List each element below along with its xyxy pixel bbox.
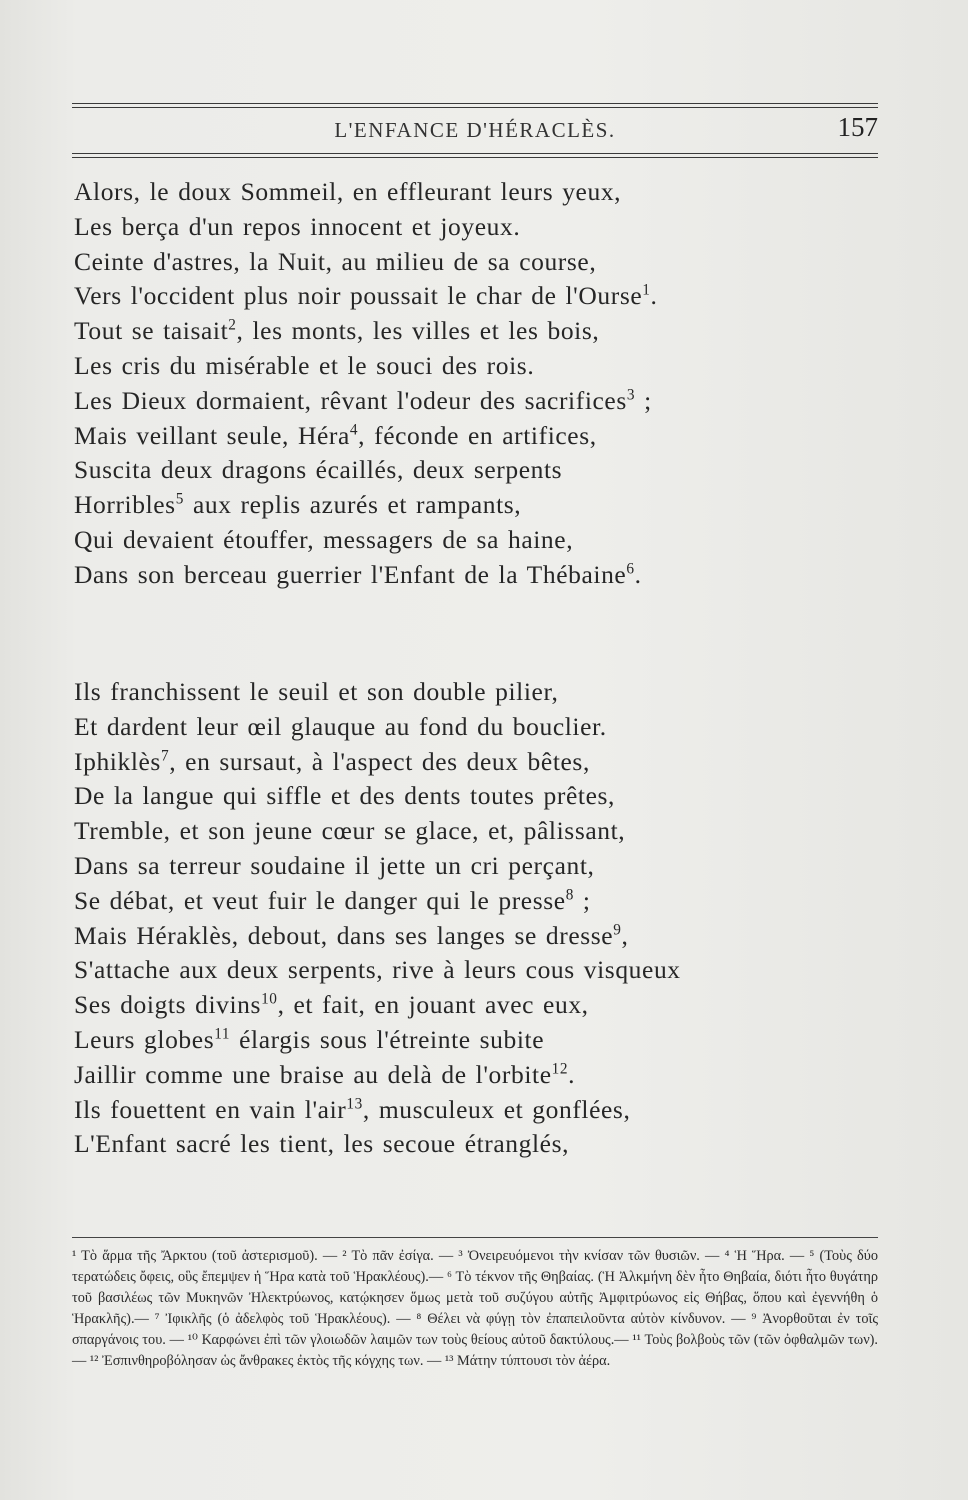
footnote-marker: 2 xyxy=(228,316,237,334)
verse-line xyxy=(74,210,874,245)
verse-text-continued: . xyxy=(634,559,642,589)
footnote-marker: 13 xyxy=(346,1095,363,1113)
verse-text: Jaillir comme une braise au delà de l'orbite xyxy=(74,1059,552,1089)
header-rule-bottom xyxy=(72,153,878,154)
verse-text: Leurs globes xyxy=(74,1024,215,1054)
verse-line xyxy=(74,884,874,919)
footnote-marker: 6 xyxy=(626,560,635,578)
verse-text: Tremble, et son jeune cœur se glace, et, pâlissant, xyxy=(74,816,626,846)
running-head xyxy=(72,112,878,152)
verse-text: Se débat, et veut fuir le danger qui le presse xyxy=(74,885,566,915)
verse-text-continued: aux replis azurés et rampants, xyxy=(183,490,522,520)
verse-text-continued: , xyxy=(621,920,629,950)
verse-line xyxy=(74,1127,874,1162)
verse-text: Vers l'occident plus noir poussait le char de l'Ourse xyxy=(74,281,643,311)
footnote-marker: 1 xyxy=(642,281,651,299)
verse-line xyxy=(74,453,874,488)
verse-line xyxy=(74,523,874,558)
verse-text-continued: , féconde en artifices, xyxy=(358,420,597,450)
verse-text: Ils franchissent le seuil et son double pilier, xyxy=(74,677,559,706)
verse-text-continued: . xyxy=(650,281,658,311)
verse-line xyxy=(74,175,874,210)
verse-line xyxy=(74,488,874,523)
verse-text: Les Dieux dormaient, rêvant l'odeur des sacrifices xyxy=(74,385,627,415)
verse-text: Mais veillant seule, Héra xyxy=(74,420,350,450)
footnote-marker: 12 xyxy=(551,1060,569,1078)
verse-text-continued: , musculeux et gonflées, xyxy=(362,1094,631,1124)
verse-line xyxy=(74,279,874,314)
verse-line xyxy=(74,919,874,954)
footnote-marker: 9 xyxy=(613,921,622,939)
verse-line xyxy=(74,314,874,349)
footnotes xyxy=(72,1246,878,1371)
verse-text: Ses doigts divins xyxy=(74,990,262,1020)
verse-text: Iphiklès xyxy=(74,746,161,776)
verse-line xyxy=(74,349,874,384)
verse-text: S'attache aux deux serpents, rive à leurs cous visqueux xyxy=(74,955,681,985)
footnote-rule xyxy=(72,1237,878,1238)
verse-line xyxy=(74,245,874,280)
verse-line xyxy=(74,1023,874,1058)
verse-text: L'Enfant sacré les tient, les secoue étranglés, xyxy=(74,1129,570,1159)
footnote-text: ¹ Τὸ ἅρμα τῆς Ἄρκτου (τοῦ ἀστερισμοῦ). — ² Τὸ πᾶν ἐσίγα. — ³ Ὀνειρευόμενοι τὴν κνίσαν τῶν θυσιῶν. — ⁴ Ἡ Ἥρα. — ⁵ (Τοὺς δύο τερατώδεις ὄφεις, οὓς ἔπεμψεν ἡ Ἥρα κατὰ τοῦ Ἡρακλέους).— ⁶ Τὸ τέκνον τῆς Θηβαίας. (Ἡ Ἀλκμήνη δὲν ἦτο Θηβαία, διότι ἦτο θυγάτηρ τοῦ βασιλέως τῶν Μυκηνῶν Ἠλεκτρύωνος, κατῴκησεν ὅμως μετὰ τοῦ συζύγου αὐτῆς Ἀμφιτρύωνος εἰς Θήβας, ὅπου καὶ ἐγεννήθη ὁ Ἡρακλῆς).— ⁷ Ἰφικλῆς (ὁ ἀδελφὸς τοῦ Ἡρακλέους). — ⁸ Θέλει νὰ φύγῃ τὸν ἐπαπειλοῦντα αὐτὸν κίνδυνον. — ⁹ Ἀνορθοῦται ἐν τοῖς σπαργάνοις του. — ¹⁰ Καρφώνει ἐπὶ τῶν γλοιωδῶν λαιμῶν των τοὺς θείους αὐτοῦ δακτύλους.— ¹¹ Τοὺς βολβοὺς τῶν (τῶν ὀφθαλμῶν των). — ¹² Ἐσπινθηροβόλησαν ὡς ἄνθρακες ἐκτὸς τῆς κόγχης των. — ¹³ Μάτην τύπτουσι τὸν ἀέρα. xyxy=(72,1248,878,1369)
footnote-marker: 4 xyxy=(349,421,359,439)
verse-line xyxy=(74,814,874,849)
header-rule-bottom-thin xyxy=(72,157,878,158)
verse-text: Ceinte d'astres, la Nuit, au milieu de sa course, xyxy=(74,246,597,276)
stanza-1 xyxy=(74,175,874,593)
running-title: L'ENFANCE D'HÉRACLÈS. xyxy=(334,118,616,142)
verse-text-continued: , en sursaut, à l'aspect des deux bêtes, xyxy=(169,746,590,776)
verse-line xyxy=(74,675,874,710)
verse-text: Et dardent leur œil glauque au fond du bouclier. xyxy=(74,711,607,741)
verse-line xyxy=(74,953,874,988)
verse-text: Mais Héraklès, debout, dans ses langes se dresse xyxy=(74,920,614,950)
verse-text: Dans sa terreur soudaine il jette un cri perçant, xyxy=(74,850,595,880)
verse-text-continued: , et fait, en jouant avec eux, xyxy=(277,990,589,1020)
footnote-marker: 7 xyxy=(160,747,170,765)
verse-text: Horribles xyxy=(74,490,176,520)
verse-line xyxy=(74,1058,874,1093)
verse-line xyxy=(74,988,874,1023)
verse-text: De la langue qui siffle et des dents toutes prêtes, xyxy=(74,781,615,811)
verse-line xyxy=(74,558,874,593)
verse-line xyxy=(74,419,874,454)
verse-text: Ils fouettent en vain l'air xyxy=(74,1094,347,1124)
verse-line xyxy=(74,1093,874,1128)
verse-line xyxy=(74,384,874,419)
stanza-2 xyxy=(74,675,874,1162)
verse-text-continued: ; xyxy=(635,385,652,415)
footnote-marker: 8 xyxy=(565,886,574,904)
verse-text: Tout se taisait xyxy=(74,316,229,346)
header-rule-top xyxy=(72,103,878,104)
verse-text-continued: , les monts, les villes et les bois, xyxy=(236,316,600,346)
page-number: 157 xyxy=(837,112,878,142)
verse-line xyxy=(74,710,874,745)
verse-line xyxy=(74,779,874,814)
footnote-marker: 11 xyxy=(214,1025,231,1043)
footnote-marker: 3 xyxy=(626,386,636,404)
verse-text: Alors, le doux Sommeil, en effleurant leurs yeux, xyxy=(74,177,622,206)
verse-text: Dans son berceau guerrier l'Enfant de la Thébaine xyxy=(74,559,627,589)
verse-line xyxy=(74,745,874,780)
verse-text: Qui devaient étouffer, messagers de sa haine, xyxy=(74,524,574,554)
verse-text-continued: . xyxy=(568,1059,576,1089)
verse-text-continued: ; xyxy=(573,885,591,915)
verse-text-continued: élargis sous l'étreinte subite xyxy=(230,1024,545,1054)
footnote-marker: 5 xyxy=(175,490,184,508)
header-rule-top-thin xyxy=(72,107,878,108)
verse-line xyxy=(74,849,874,884)
verse-text: Les berça d'un repos innocent et joyeux. xyxy=(74,211,521,241)
footnote-marker: 10 xyxy=(261,990,278,1008)
verse-text: Suscita deux dragons écaillés, deux serpents xyxy=(74,455,563,485)
verse-text: Les cris du misérable et le souci des rois. xyxy=(74,350,535,380)
